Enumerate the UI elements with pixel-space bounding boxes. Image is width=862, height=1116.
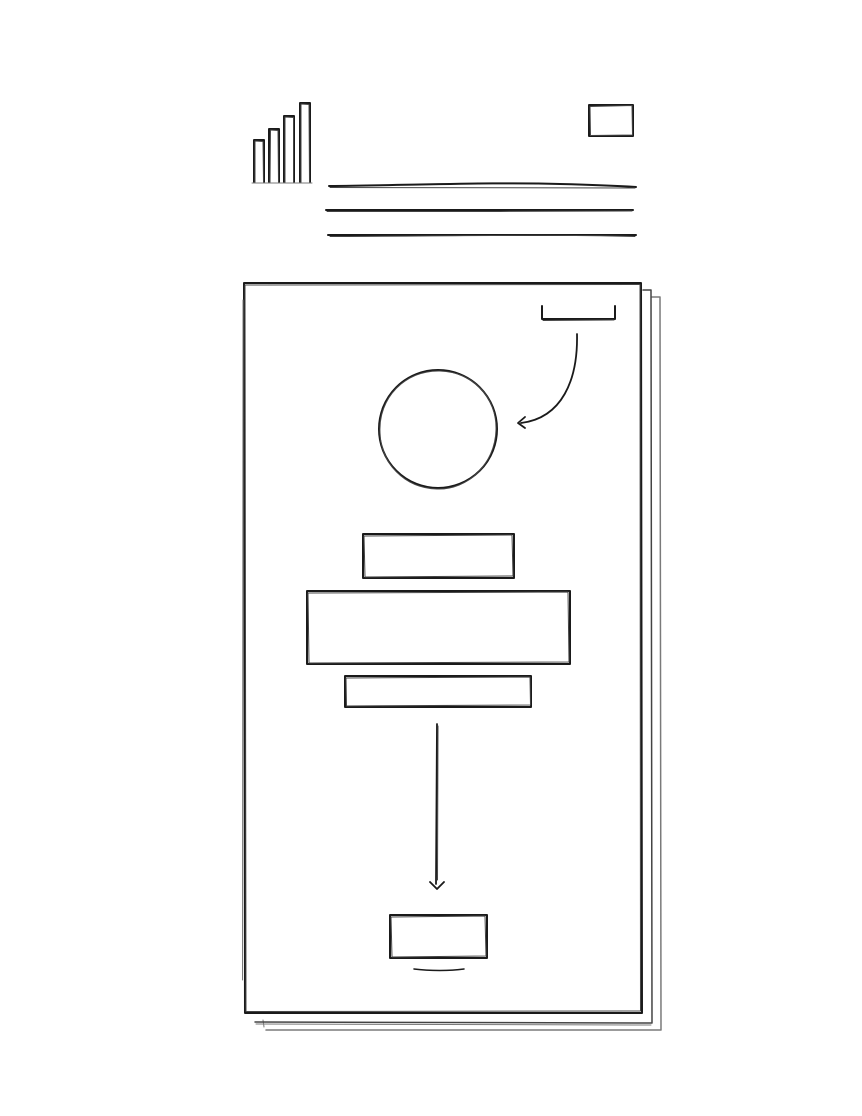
content-block-large xyxy=(307,591,570,664)
document-page-front xyxy=(243,283,643,1013)
down-arrow-icon xyxy=(430,724,444,889)
signal-bars-icon xyxy=(252,103,312,183)
stacked-page-middle xyxy=(255,290,652,1023)
footer-button xyxy=(390,915,487,971)
footer-button-underline xyxy=(414,969,464,971)
header xyxy=(252,103,636,237)
content-block-medium xyxy=(345,676,531,707)
content-block-small xyxy=(363,534,514,578)
document-stack xyxy=(243,283,662,1030)
curved-arrow-icon xyxy=(518,334,577,428)
top-label-bracket xyxy=(542,306,615,321)
image-placeholder-icon xyxy=(589,105,633,136)
header-text-lines xyxy=(326,183,636,236)
text-line-1 xyxy=(329,183,636,187)
avatar-circle xyxy=(379,370,497,489)
